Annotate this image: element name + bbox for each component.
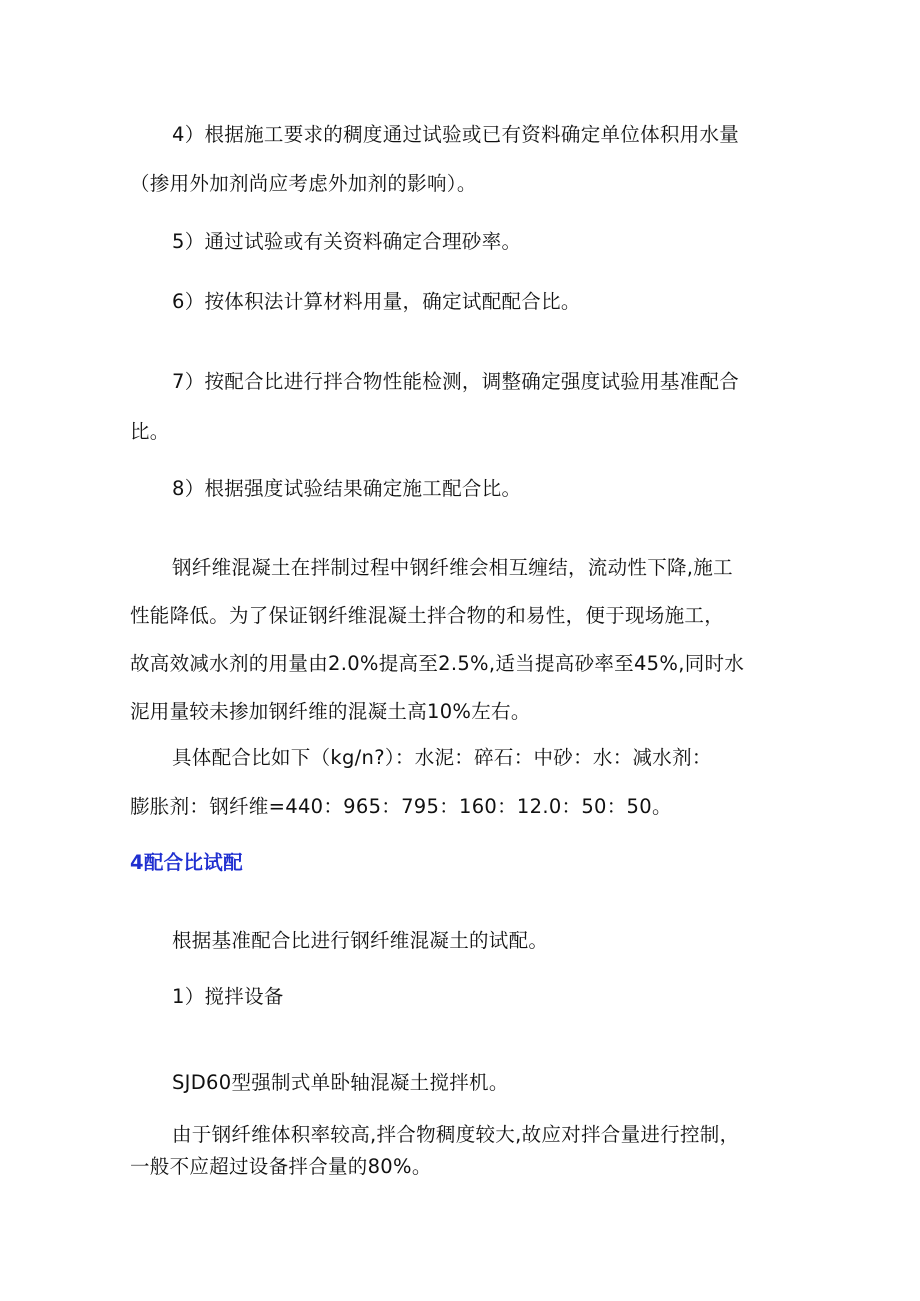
fiber-paragraph-line-3: 故高效减水剂的用量由2.0%提高至2.5%,适当提高砂率至45%,同时水: [130, 652, 745, 675]
fiber-paragraph-line-2: 性能降低。为了保证钢纤维混凝土拌合物的和易性，便于现场施工，: [130, 604, 725, 627]
mix-ratio-line-2: 膨胀剂：钢纤维=440：965：795：160：12.0：50：50。: [130, 795, 672, 818]
step-6: 6）按体积法计算材料用量，确定试配配合比。: [172, 290, 581, 313]
step-5: 5）通过试验或有关资料确定合理砂率。: [172, 230, 522, 253]
step-7-line-2: 比。: [130, 420, 170, 443]
mixing-note-line-1: 由于钢纤维体积率较高,拌合物稠度较大,故应对拌合量进行控制，: [172, 1123, 740, 1146]
fiber-paragraph-line-4: 泥用量较未掺加钢纤维的混凝土高10%左右。: [130, 700, 531, 723]
equipment-model: SJD60型强制式单卧轴混凝土搅拌机。: [172, 1071, 509, 1094]
trial-intro: 根据基准配合比进行钢纤维混凝土的试配。: [172, 929, 549, 952]
step-4-line-1: 4）根据施工要求的稠度通过试验或已有资料确定单位体积用水量: [172, 123, 740, 146]
fiber-paragraph-line-1: 钢纤维混凝土在拌制过程中钢纤维会相互缠结，流动性下降,施工: [172, 556, 733, 579]
step-7-line-1: 7）按配合比进行拌合物性能检测，调整确定强度试验用基准配合: [172, 370, 740, 393]
step-4-line-2: （掺用外加剂尚应考虑外加剂的影响）。: [130, 172, 477, 195]
section-heading: 4配合比试配: [130, 851, 243, 874]
step-8: 8）根据强度试验结果确定施工配合比。: [172, 477, 522, 500]
mix-ratio-line-1: 具体配合比如下（kg/n?）：水泥：碎石：中砂：水：减水剂：: [172, 746, 712, 769]
mixing-note-line-2: 一般不应超过设备拌合量的80%。: [130, 1155, 432, 1178]
equipment-heading: 1）搅拌设备: [172, 985, 284, 1008]
